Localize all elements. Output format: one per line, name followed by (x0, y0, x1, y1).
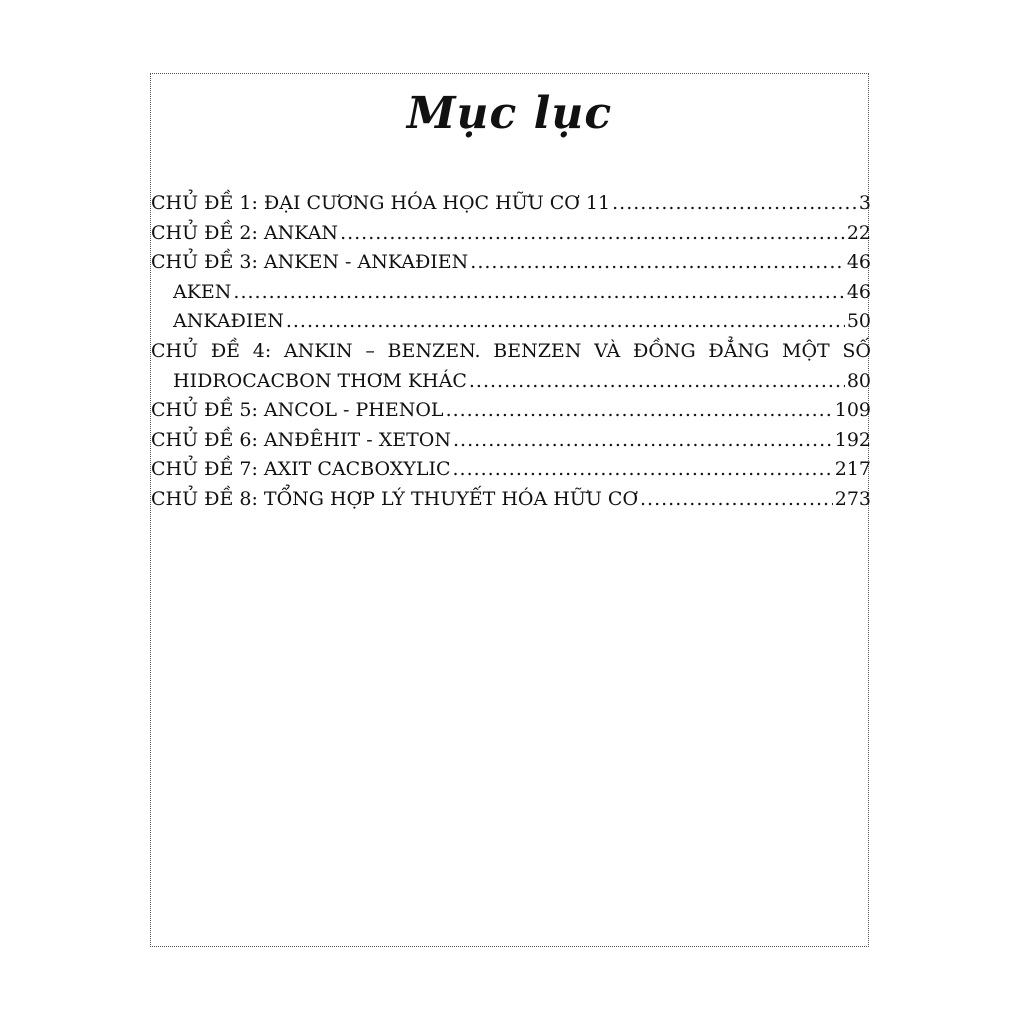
toc-entry-label: CHỦ ĐỀ 5: ANCOL - PHENOL (151, 399, 444, 422)
toc-entry-page: 22 (846, 221, 871, 244)
dot-leader (470, 251, 845, 273)
toc-entry-chapter-3[interactable] (151, 251, 871, 281)
toc-entry-page: 273 (834, 487, 871, 510)
toc-entry-label: ANKAĐIEN (173, 310, 284, 333)
toc-entry-page: 109 (834, 399, 871, 422)
toc-entry-label: CHỦ ĐỀ 3: ANKEN - ANKAĐIEN (151, 251, 469, 274)
toc-entry-page: 3 (858, 192, 871, 214)
toc-entry-aken[interactable] (151, 281, 871, 311)
document-page (150, 73, 869, 947)
toc-title: Mục lục (406, 88, 613, 139)
dot-leader (452, 458, 832, 480)
toc-entry-label: CHỦ ĐỀ 6: ANĐÊHIT - XETON (151, 428, 452, 451)
dot-leader (446, 399, 833, 421)
toc-entry-page: 217 (834, 458, 871, 481)
toc-entry-chapter-6[interactable] (151, 429, 871, 459)
toc-entry-label: HIDROCACBON THƠM KHÁC (173, 369, 467, 392)
toc-entry-chapter-2[interactable] (151, 222, 871, 252)
toc-entry-label: CHỦ ĐỀ 7: AXIT CACBOXYLIC (151, 458, 451, 481)
toc-entry-label: CHỦ ĐỀ 1: ĐẠI CƯƠNG HÓA HỌC HỮU CƠ 11 (151, 192, 611, 214)
toc-entry-label: CHỦ ĐỀ 8: TỔNG HỢP LÝ THUYẾT HÓA HỮU CƠ (151, 487, 639, 510)
toc-entry-chapter-1[interactable] (151, 192, 871, 222)
toc-entry-page: 50 (846, 310, 871, 333)
toc-entry-label: CHỦ ĐỀ 2: ANKAN (151, 221, 339, 244)
dot-leader (469, 370, 845, 392)
toc-entry-page: 46 (846, 251, 871, 274)
toc-entry-chapter-5[interactable] (151, 399, 871, 429)
toc-entry-page: 80 (846, 369, 871, 392)
toc-entry-label: AKEN (173, 280, 232, 303)
toc-entry-chapter-7[interactable] (151, 458, 871, 488)
dot-leader (612, 192, 857, 214)
toc-entry-page: 192 (834, 428, 871, 451)
dot-leader (640, 488, 833, 510)
toc-entry-chapter-4-line-1[interactable] (151, 340, 871, 370)
table-of-contents (151, 192, 871, 518)
dot-leader (286, 310, 845, 332)
toc-entry-page: 46 (846, 280, 871, 303)
toc-entry-chapter-4-line-2[interactable] (151, 370, 871, 400)
dot-leader (340, 222, 845, 244)
toc-entry-chapter-8[interactable] (151, 488, 871, 518)
dot-leader (233, 281, 844, 303)
toc-entry-ankadien[interactable] (151, 310, 871, 340)
toc-entry-label: CHỦ ĐỀ 4: ANKIN – BENZEN. BENZEN VÀ ĐỒNG ĐẲNG MỘT SỐ (151, 339, 871, 362)
dot-leader (453, 429, 833, 451)
